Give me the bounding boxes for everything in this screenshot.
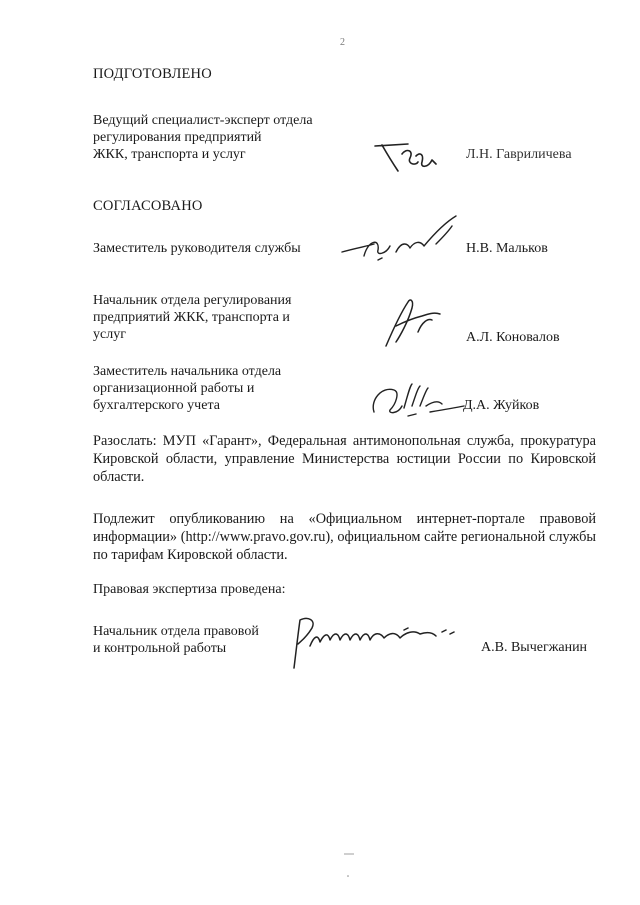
signer-2-position-line-1: Начальник отдела регулирования	[93, 293, 292, 308]
prepared-name: Л.Н. Гавриличева	[466, 147, 572, 162]
publication-paragraph: Подлежит опубликованию на «Официальном интернет-портале правовой информации» (http://www.pravo.gov.ru), официальном сайте региональной службы по тарифам Кировской области.	[93, 511, 596, 563]
signature-gavrilicheva	[372, 140, 442, 180]
legal-review-position-line-2: и контрольной работы	[93, 641, 227, 656]
signer-1-name: Н.В. Мальков	[466, 241, 548, 256]
signer-1-position: Заместитель руководителя службы	[93, 241, 301, 256]
signature-vychegzhanin	[286, 612, 466, 672]
prepared-position-line-3: ЖКК, транспорта и услуг	[93, 147, 246, 162]
signer-3-name: Д.А. Жуйков	[463, 398, 540, 413]
signer-2-position-line-3: услуг	[93, 327, 126, 342]
scan-specks	[342, 850, 362, 880]
legal-review-position-line-1: Начальник отдела правовой	[93, 624, 259, 639]
page-number: 2	[340, 37, 345, 48]
legal-review-name: А.В. Вычегжанин	[481, 640, 588, 655]
prepared-position	[93, 112, 313, 163]
signer-2-position-line-2: предприятий ЖКК, транспорта и	[93, 310, 290, 325]
signature-konovalov	[378, 292, 448, 354]
distribution-paragraph: Разослать: МУП «Гарант», Федеральная антимонопольная служба, прокуратура Кировской области, управление Министерства юстиции России по Кировской области.	[93, 433, 596, 485]
signer-2-name: А.Л. Коновалов	[466, 330, 560, 345]
signer-2-position	[93, 292, 291, 343]
signer-3-position-line-3: бухгалтерского учета	[93, 398, 220, 413]
agreed-heading: СОГЛАСОВАНО	[93, 198, 203, 214]
signer-3-position-line-1: Заместитель начальника отдела	[93, 364, 282, 379]
signature-zhuikov	[368, 376, 468, 422]
prepared-position-line-2: регулирования предприятий	[93, 130, 262, 145]
signer-3-position	[93, 363, 281, 414]
signature-malkov	[338, 214, 468, 266]
prepared-heading: ПОДГОТОВЛЕНО	[93, 66, 212, 82]
legal-review-position	[93, 623, 259, 657]
prepared-position-line-1: Ведущий специалист-эксперт отдела	[93, 113, 313, 128]
legal-review-statement: Правовая экспертиза проведена:	[93, 582, 286, 597]
signer-3-position-line-2: организационной работы и	[93, 381, 255, 396]
